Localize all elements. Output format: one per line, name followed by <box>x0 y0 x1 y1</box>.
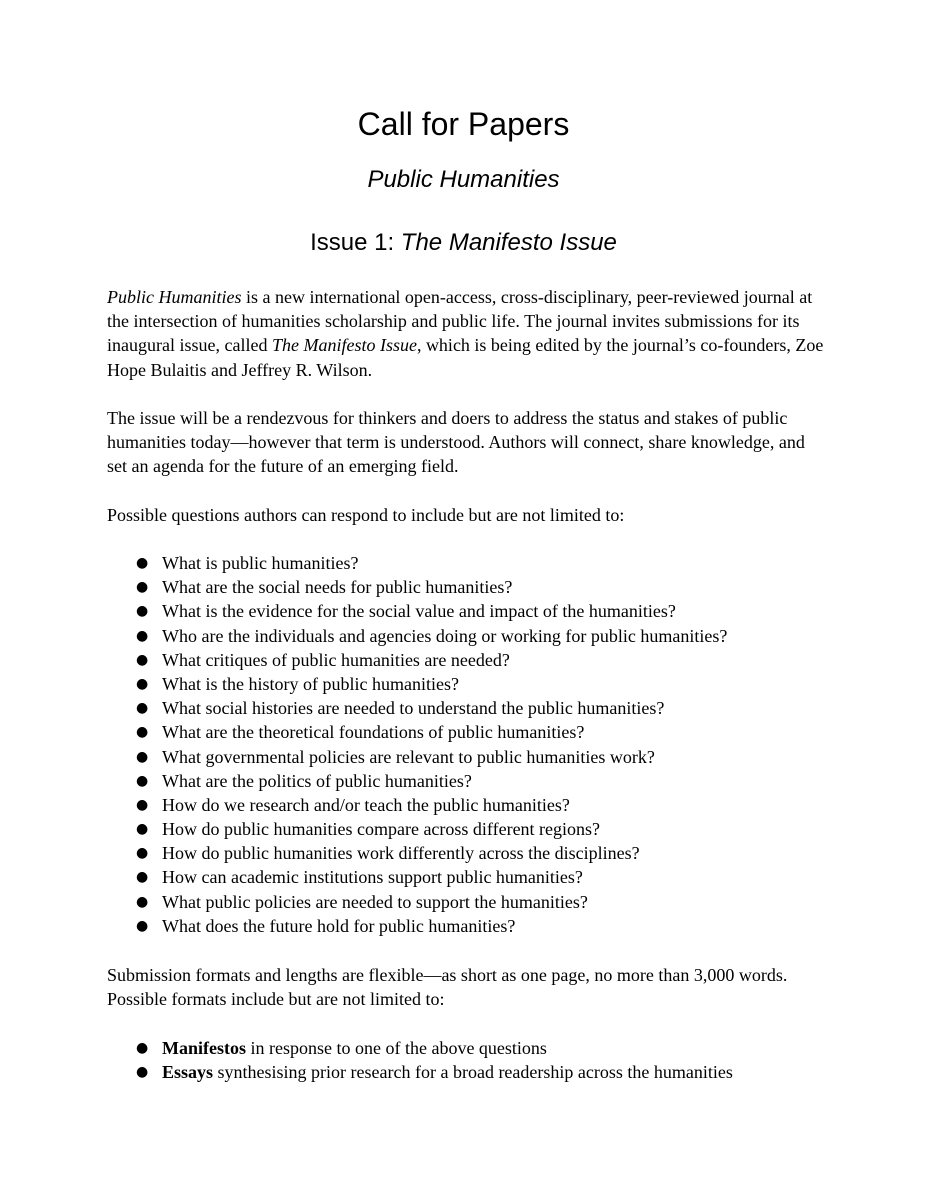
bullet-icon: ● <box>136 603 149 620</box>
format-name: Essays <box>162 1062 214 1083</box>
question-list-item <box>107 769 827 793</box>
question-text: What public policies are needed to support the humanities? <box>162 891 588 912</box>
issue-name: The Manifesto Issue <box>400 229 617 256</box>
format-name: Manifestos <box>162 1038 246 1058</box>
bullet-icon: ● <box>136 651 149 668</box>
bullet-icon: ● <box>136 772 149 789</box>
bullet-icon: ● <box>136 700 149 717</box>
intro-paragraph <box>107 285 827 382</box>
question-list-item <box>107 841 827 865</box>
question-text: What is the history of public humanities? <box>162 673 459 694</box>
bullet-icon: ● <box>136 579 149 596</box>
question-text: What social histories are needed to understand the public humanities? <box>162 698 665 719</box>
bullet-icon: ● <box>136 869 149 886</box>
question-list-item <box>107 575 827 599</box>
bullet-icon: ● <box>136 724 149 741</box>
bullet-icon: ● <box>136 627 149 644</box>
formats-list <box>107 1036 827 1084</box>
bullet-icon: ● <box>136 555 149 571</box>
bullet-icon: ● <box>136 748 149 765</box>
format-list-item <box>107 1036 827 1060</box>
format-list-item <box>107 1060 827 1084</box>
intro-journal-name: Public Humanities <box>107 287 242 307</box>
question-text: What does the future hold for public humanities? <box>162 915 516 936</box>
question-text: What are the politics of public humanities? <box>162 770 472 791</box>
question-text: How do we research and/or teach the public humanities? <box>162 794 570 815</box>
bullet-icon: ● <box>136 845 149 862</box>
bullet-icon: ● <box>136 1064 149 1081</box>
bullet-icon: ● <box>136 675 149 692</box>
question-text: How can academic institutions support public humanities? <box>162 867 583 888</box>
bullet-icon: ● <box>136 821 149 838</box>
questions-intro-paragraph: Possible questions authors can respond to include but are not limited to: <box>107 505 625 525</box>
question-list-item <box>107 865 827 889</box>
question-list-item <box>107 624 827 648</box>
page-title: Call for Papers <box>357 106 570 142</box>
intro-issue-name: The Manifesto Issue <box>271 335 417 356</box>
question-text: How do public humanities work differently across the disciplines? <box>162 843 640 864</box>
questions-list <box>107 551 827 938</box>
question-text: What critiques of public humanities are needed? <box>162 649 510 670</box>
question-list-item <box>107 817 827 841</box>
question-list-item <box>107 696 827 720</box>
intro-text-a: is a new international open-access, cross-disciplinary, peer-reviewed journal at the intersection of humanities scholarship and public life. The journal invites submissions for its inaugural issue, called <box>107 287 813 356</box>
format-description: synthesising prior research for a broad readership across the humanities <box>213 1062 733 1083</box>
question-list-item <box>107 672 827 696</box>
question-text: What is public humanities? <box>162 553 359 573</box>
issue-prefix: Issue 1: <box>310 229 401 256</box>
question-text: How do public humanities compare across different regions? <box>162 819 601 840</box>
bullet-icon: ● <box>136 917 149 934</box>
journal-subtitle: Public Humanities <box>367 166 560 193</box>
question-list-item <box>107 648 827 672</box>
question-list-item <box>107 599 827 623</box>
question-list-item <box>107 914 827 938</box>
question-list-item <box>107 551 827 575</box>
question-list-item <box>107 793 827 817</box>
question-list-item <box>107 720 827 744</box>
question-list-item <box>107 745 827 769</box>
formats-paragraph: Submission formats and lengths are flexible—as short as one page, no more than 3,000 words. Possible formats include but are not limited to: <box>107 965 788 1010</box>
bullet-icon: ● <box>136 1040 149 1056</box>
intro-text-b: , which is being edited by the journal’s co-founders, Zoe Hope Bulaitis and Jeffrey R. Wilson. <box>107 335 824 380</box>
question-list-item <box>107 890 827 914</box>
question-text: Who are the individuals and agencies doing or working for public humanities? <box>162 625 728 646</box>
issue-heading <box>107 227 820 259</box>
bullet-icon: ● <box>136 796 149 813</box>
format-description: in response to one of the above questions <box>246 1038 547 1058</box>
question-text: What governmental policies are relevant to public humanities work? <box>162 746 655 767</box>
bullet-icon: ● <box>136 893 149 910</box>
question-text: What are the theoretical foundations of public humanities? <box>162 722 585 743</box>
question-text: What is the evidence for the social value and impact of the humanities? <box>162 601 676 622</box>
question-text: What are the social needs for public humanities? <box>162 577 513 598</box>
rendezvous-paragraph: The issue will be a rendezvous for thinkers and doers to address the status and stakes of public humanities today—however that term is understood. Authors will connect, share knowledge, and set an agenda for the future of an emerging field. <box>107 408 805 477</box>
